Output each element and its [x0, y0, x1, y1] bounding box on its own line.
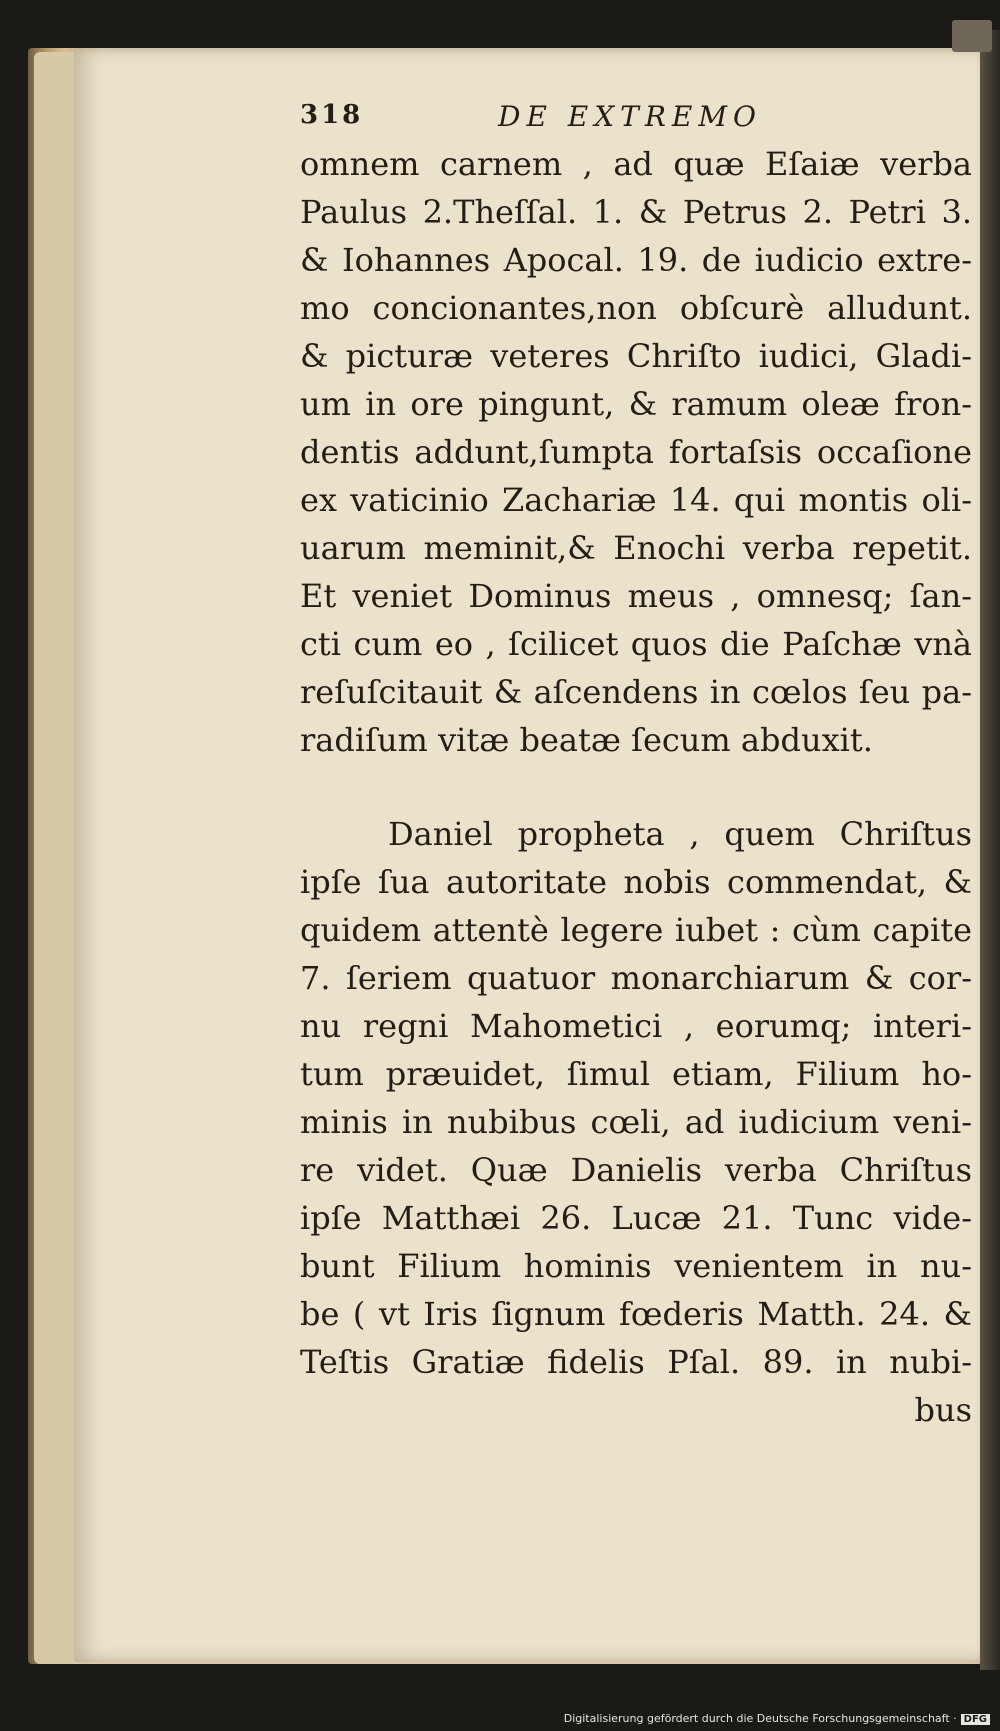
page-tab	[952, 20, 992, 52]
text-line: ipſe Matthæi 26. Lucæ 21. Tunc vide-	[300, 1199, 972, 1237]
dfg-logo: DFG	[961, 1714, 990, 1725]
digitization-credit	[564, 1712, 990, 1725]
paragraph-gap	[300, 764, 972, 810]
text-line: radiſum vitæ beatæ ſecum abduxit.	[300, 721, 873, 759]
text-line: Daniel propheta , quem Chriſtus	[388, 815, 972, 853]
credit-text: Digitalisierung gefördert durch die Deutsche Forschungsgemeinschaft ·	[563, 1712, 957, 1725]
text-block	[300, 100, 972, 1434]
text-line: bunt Filium hominis venientem in nu-	[300, 1247, 972, 1285]
paragraph-2	[300, 810, 972, 1386]
text-line: Paulus 2.Theſſal. 1. & Petrus 2. Petri 3.	[300, 193, 972, 231]
text-line: uarum meminit,& Enochi verba repetit.	[300, 529, 972, 567]
running-head	[300, 100, 972, 140]
text-line: minis in nubibus cœli, ad iudicium veni-	[300, 1103, 972, 1141]
text-line: nu regni Mahometici , eorumq; interi-	[300, 1007, 972, 1045]
paragraph-1	[300, 140, 972, 764]
text-line: quidem attentè legere iubet : cùm capite	[300, 911, 972, 949]
running-title: DE EXTREMO	[498, 100, 762, 133]
text-line: Et veniet Dominus meus , omnesq; ſan-	[300, 577, 972, 615]
text-line: 7. ſeriem quatuor monarchiarum & cor-	[300, 959, 972, 997]
page-number: 318	[300, 100, 364, 130]
text-line: omnem carnem , ad quæ Eſaiæ verba	[300, 145, 972, 183]
text-line: Teſtis Gratiæ fidelis Pſal. 89. in nubi-	[300, 1343, 972, 1381]
text-line: reſuſcitauit & aſcendens in cœlos ſeu pa-	[300, 673, 972, 711]
text-line: be ( vt Iris ſignum fœderis Matth. 24. &	[300, 1295, 972, 1333]
text-line: re videt. Quæ Danielis verba Chriſtus	[300, 1151, 972, 1189]
text-line: ipſe ſua autoritate nobis commendat, &	[300, 863, 972, 901]
text-line: & picturæ veteres Chriſto iudici, Gladi-	[300, 337, 972, 375]
text-line: mo concionantes,non obſcurè alludunt.	[300, 289, 972, 327]
text-line: tum præuidet, ſimul etiam, Filium ho-	[300, 1055, 972, 1093]
catchword: bus	[914, 1391, 972, 1429]
text-line: dentis addunt,ſumpta fortaſsis occaſione	[300, 433, 972, 471]
text-line: ex vaticinio Zachariæ 14. qui montis oli-	[300, 481, 972, 519]
text-line: & Iohannes Apocal. 19. de iudicio extre-	[300, 241, 972, 279]
facing-page-edge	[980, 30, 1000, 1670]
text-line: cti cum eo , ſcilicet quos die Paſchæ vnà	[300, 625, 972, 663]
text-line: um in ore pingunt, & ramum oleæ fron-	[300, 385, 972, 423]
